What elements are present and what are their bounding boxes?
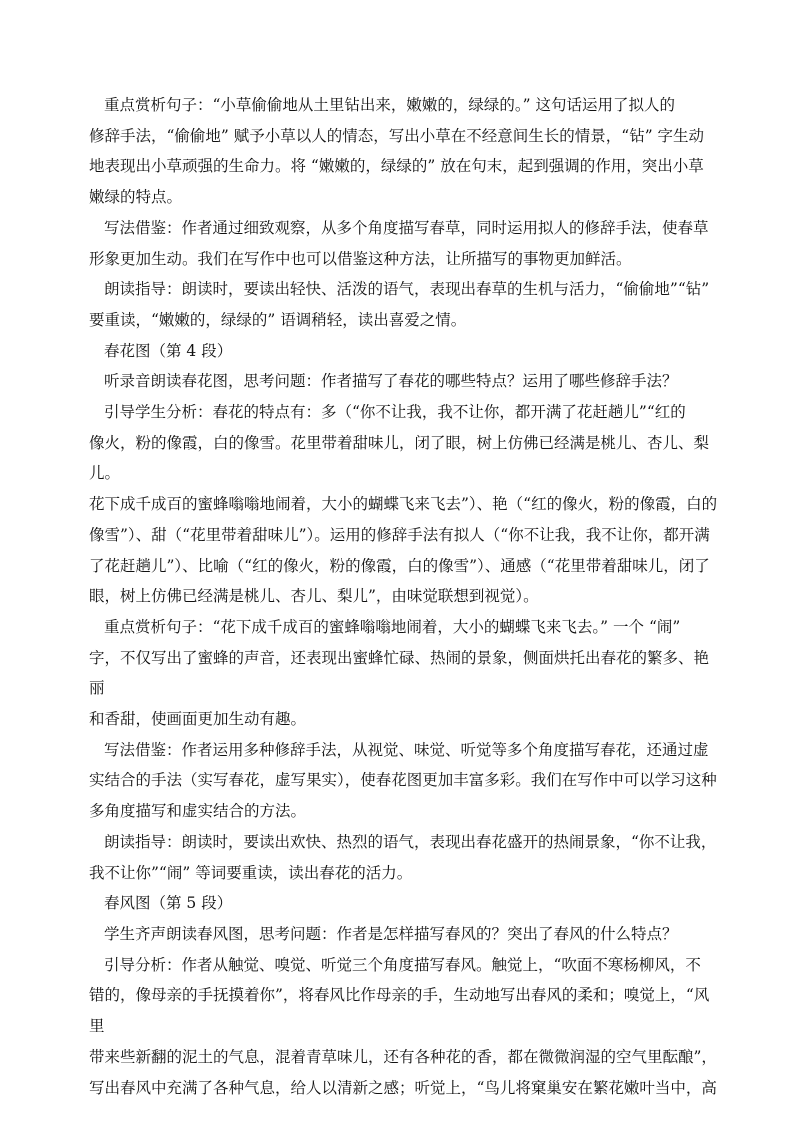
text-line: 地表现出小草顽强的生命力。将 “嫩嫩的，绿绿的” 放在句末，起到强调的作用，突出小草 (89, 157, 704, 176)
text-line: 写法借鉴：作者运用多种修辞手法，从视觉、味觉、听觉等多个角度描写春花，还通过虚 (104, 740, 709, 759)
paragraph-writing-grass (89, 213, 722, 274)
text-line: 了花赶趟儿”）、比喻（“红的像火，粉的像霞，白的像雪”）、通感（“花里带着甜味儿，闭了 (89, 556, 710, 575)
text-line: 修辞手法，“偷偷地” 赋予小草以人的情态，写出小草在不经意间生长的情景，“钻” 字生动 (89, 126, 705, 145)
text-line: 花下成千成百的蜜蜂嗡嗡地闹着，大小的蝴蝶飞来飞去”）、艳（“红的像火，粉的像霞，白的 (89, 495, 718, 514)
section-heading-spring-flowers (89, 336, 722, 367)
text-line: 引导学生分析：春花的特点有：多（“你不让我，我不让你，都开满了花赶趟儿”“红的 (104, 403, 686, 422)
text-line: 春风图（第 5 段） (104, 894, 233, 913)
paragraph-reading-grass (89, 274, 722, 335)
text-line: 写出春风中充满了各种气息，给人以清新之感；听觉上，“鸟儿将窠巢安在繁花嫩叶当中，高 (89, 1078, 717, 1097)
text-line: 嫩绿的特点。 (89, 188, 183, 207)
text-line: 要重读，“嫩嫩的，绿绿的” 语调稍轻，读出喜爱之情。 (89, 310, 467, 329)
text-line: 学生齐声朗读春风图，思考问题：作者是怎样描写春风的？突出了春风的什么特点？ (104, 924, 678, 943)
text-line: 朗读指导：朗读时，要读出轻快、活泼的语气，表现出春草的生机与活力，“偷偷地”“钻” (104, 280, 710, 299)
text-line: 像火，粉的像霞，白的像雪。花里带着甜味儿，闭了眼，树上仿佛已经满是桃儿、杏儿、梨儿。 (89, 433, 710, 483)
paragraph-question-flowers (89, 366, 722, 397)
text-line: 春花图（第 4 段） (104, 341, 233, 360)
paragraph-question-wind (89, 919, 722, 950)
text-line: 重点赏析句子：“小草偷偷地从土里钻出来，嫩嫩的，绿绿的。” 这句话运用了拟人的 (104, 96, 676, 114)
text-line: 写法借鉴：作者通过细致观察，从多个角度描写春草，同时运用拟人的修辞手法，使春草 (104, 218, 709, 237)
text-line: 引导分析：作者从触觉、嗅觉、听觉三个角度描写春风。触觉上，“吹面不寒杨柳风，不 (104, 955, 701, 974)
text-line: 字，不仅写出了蜜蜂的声音，还表现出蜜蜂忙碌、热闹的景象，侧面烘托出春花的繁多、艳丽 (89, 648, 710, 698)
text-line: 错的，像母亲的手抚摸着你”，将春风比作母亲的手，生动地写出春风的柔和；嗅觉上，“风里 (89, 986, 710, 1036)
text-line: 听录音朗读春花图，思考问题：作者描写了春花的哪些特点？运用了哪些修辞手法？ (104, 372, 678, 391)
paragraph-analysis-flowers (89, 397, 722, 612)
section-heading-spring-wind (89, 888, 722, 919)
text-line: 带来些新翻的泥土的气息，混着青草味儿，还有各种花的香，都在微微润湿的空气里酝酿”， (89, 1047, 717, 1066)
text-line: 形象更加生动。我们在写作中也可以借鉴这种方法，让所描写的事物更加鲜活。 (89, 249, 632, 268)
text-line: 朗读指导：朗读时，要读出欢快、热烈的语气，表现出春花盛开的热闹景象，“你不让我， (104, 832, 717, 851)
paragraph-analysis-wind (89, 950, 722, 1104)
text-line: 眼，树上仿佛已经满是桃儿、杏儿、梨儿”，由味觉联想到视觉）。 (89, 587, 539, 606)
text-line: 我不让你”“闹” 等词要重读，读出春花的活力。 (89, 863, 413, 882)
text-line: 重点赏析句子：“花下成千成百的蜜蜂嗡嗡地闹着，大小的蝴蝶飞来飞去。” 一个 “闹” (104, 617, 681, 636)
text-line: 和香甜，使画面更加生动有趣。 (89, 710, 307, 729)
document-page (89, 90, 722, 1103)
paragraph-reading-flowers (89, 827, 722, 888)
paragraph-writing-flowers (89, 735, 722, 827)
text-line: 像雪”）、甜（“花里带着甜味儿”）。运用的修辞手法有拟人（“你不让我，我不让你，都开满 (89, 525, 710, 544)
paragraph-key-sentence-grass (89, 90, 722, 213)
text-line: 多角度描写和虚实结合的方法。 (89, 802, 307, 821)
text-line: 实结合的手法（实写春花，虚写果实），使春花图更加丰富多彩。我们在写作中可以学习这种 (89, 771, 717, 790)
paragraph-key-sentence-flowers (89, 612, 722, 735)
